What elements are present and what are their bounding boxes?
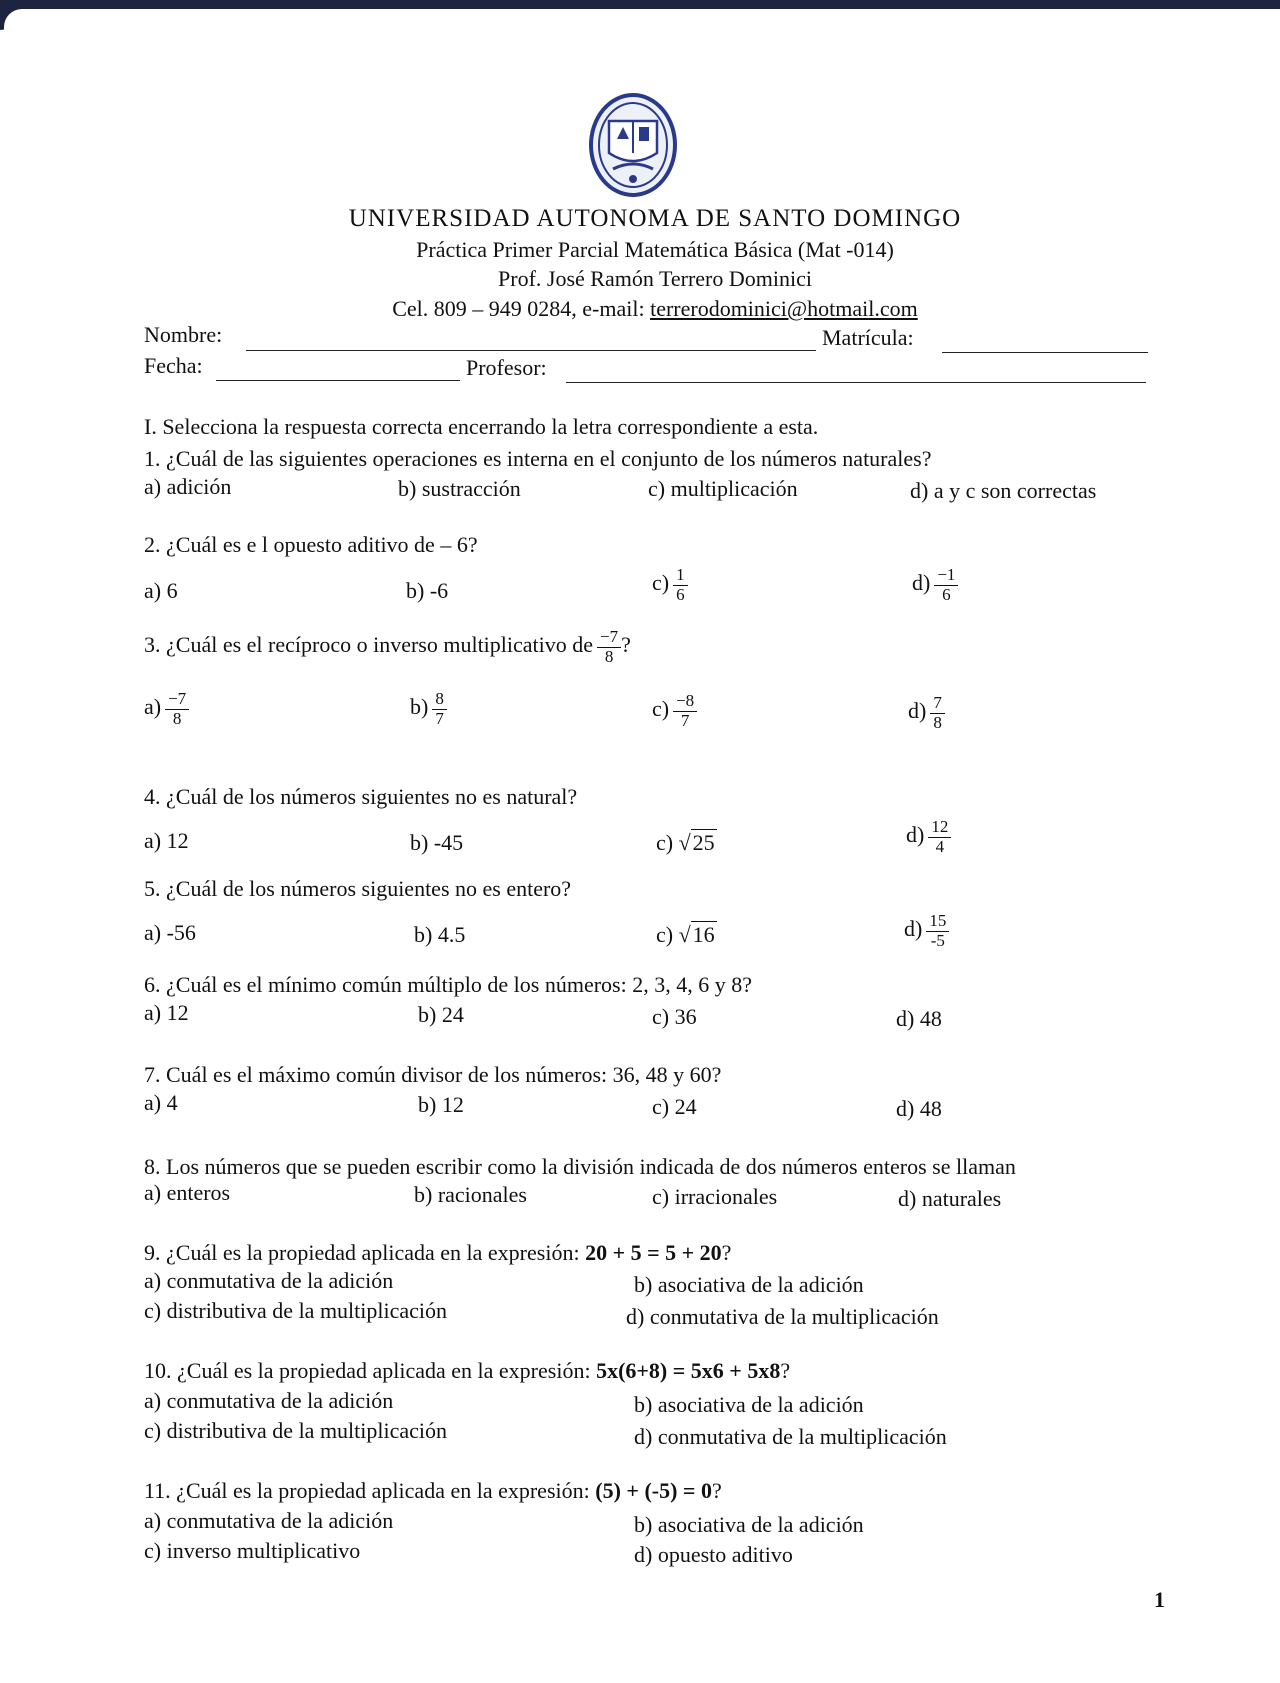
q11-option-c[interactable]: c) inverso multiplicativo bbox=[144, 1538, 361, 1563]
denominator: 4 bbox=[935, 836, 945, 856]
contact-email: terrerodominici@hotmail.com bbox=[650, 296, 918, 321]
profesor-label: Profesor: bbox=[466, 355, 547, 380]
q3-fraction bbox=[597, 628, 621, 666]
q4-d-fraction bbox=[928, 818, 951, 856]
denominator: 8 bbox=[172, 708, 182, 728]
fecha-field[interactable] bbox=[216, 380, 460, 381]
q2-option-b[interactable]: b) -6 bbox=[406, 578, 449, 603]
q6-text: 6. ¿Cuál es el mínimo común múltiplo de los números: 2, 3, 4, 6 y 8? bbox=[144, 972, 752, 997]
q3-option-c[interactable] bbox=[652, 692, 697, 730]
q5-d-fraction bbox=[926, 912, 949, 950]
q9-option-b[interactable]: b) asociativa de la adición bbox=[634, 1272, 864, 1297]
q9-expression: 20 + 5 = 5 + 20 bbox=[585, 1240, 722, 1265]
q3-option-b[interactable] bbox=[410, 690, 447, 728]
q3-c-label: c) bbox=[652, 696, 670, 722]
q10-option-b[interactable]: b) asociativa de la adición bbox=[634, 1392, 864, 1417]
matricula-field[interactable] bbox=[942, 352, 1148, 353]
q7-option-a[interactable]: a) 4 bbox=[144, 1090, 178, 1115]
q5-d-label: d) bbox=[904, 916, 923, 942]
q3-c-fraction bbox=[673, 692, 697, 730]
q4-option-a[interactable]: a) 12 bbox=[144, 828, 189, 853]
q9-option-a[interactable]: a) conmutativa de la adición bbox=[144, 1268, 394, 1293]
q4-text: 4. ¿Cuál de los números siguientes no es natural? bbox=[144, 784, 578, 809]
q11-question-mark: ? bbox=[711, 1478, 722, 1503]
contact-line bbox=[0, 296, 1280, 322]
q2-d-fraction bbox=[934, 566, 958, 604]
q1-option-a[interactable]: a) adición bbox=[144, 474, 232, 499]
q1-option-d[interactable]: d) a y c son correctas bbox=[910, 478, 1097, 503]
q10-option-c[interactable]: c) distributiva de la multiplicación bbox=[144, 1418, 448, 1443]
radicand: 16 bbox=[692, 922, 715, 947]
profesor-field[interactable] bbox=[566, 382, 1146, 383]
page-number: 1 bbox=[1154, 1587, 1165, 1612]
denominator: 7 bbox=[680, 710, 690, 730]
q11-option-a[interactable]: a) conmutativa de la adición bbox=[144, 1508, 394, 1533]
q8-option-a[interactable]: a) enteros bbox=[144, 1180, 231, 1205]
q4-c-sqrt: √25 bbox=[678, 830, 715, 855]
q3-question-mark: ? bbox=[621, 632, 631, 658]
q3-text bbox=[144, 628, 631, 666]
q9-text-body: 9. ¿Cuál es la propiedad aplicada en la expresión: bbox=[144, 1240, 586, 1265]
q1-option-b[interactable]: b) sustracción bbox=[398, 476, 521, 501]
q7-text: 7. Cuál es el máximo común divisor de los números: 36, 48 y 60? bbox=[144, 1062, 722, 1087]
q4-option-c[interactable] bbox=[656, 830, 717, 856]
q2-option-d[interactable] bbox=[912, 566, 958, 604]
denominator: 8 bbox=[604, 646, 614, 666]
numerator: 1 bbox=[673, 566, 688, 586]
q8-option-b[interactable]: b) racionales bbox=[414, 1182, 527, 1207]
q4-d-label: d) bbox=[906, 822, 925, 848]
q10-expression: 5x(6+8) = 5x6 + 5x8 bbox=[596, 1358, 781, 1383]
q9-text bbox=[144, 1240, 731, 1266]
numerator: −1 bbox=[934, 566, 958, 586]
q6-option-c[interactable]: c) 36 bbox=[652, 1004, 697, 1029]
q5-option-b[interactable]: b) 4.5 bbox=[414, 922, 466, 947]
instructions: I. Selecciona la respuesta correcta encerrando la letra correspondiente a esta. bbox=[144, 414, 819, 439]
q10-text-body: 10. ¿Cuál es la propiedad aplicada en la expresión: bbox=[144, 1358, 597, 1383]
q11-option-d[interactable]: d) opuesto aditivo bbox=[634, 1542, 793, 1567]
q4-c-label: c) bbox=[656, 830, 674, 855]
radicand: 25 bbox=[692, 830, 715, 855]
denominator: 6 bbox=[676, 584, 685, 604]
numerator: 15 bbox=[926, 912, 949, 932]
q1-option-c[interactable]: c) multiplicación bbox=[648, 476, 798, 501]
q2-d-label: d) bbox=[912, 570, 931, 596]
q9-question-mark: ? bbox=[721, 1240, 732, 1265]
numerator: −7 bbox=[165, 690, 189, 710]
q3-option-d[interactable] bbox=[908, 694, 945, 732]
denominator: -5 bbox=[930, 930, 945, 950]
numerator: 8 bbox=[432, 690, 447, 710]
q10-text bbox=[144, 1358, 790, 1384]
numerator: −7 bbox=[597, 628, 621, 648]
q2-text: 2. ¿Cuál es e l opuesto aditivo de – 6? bbox=[144, 532, 478, 557]
q3-b-fraction bbox=[432, 690, 447, 728]
university-seal-logo bbox=[587, 91, 679, 199]
q7-option-c[interactable]: c) 24 bbox=[652, 1094, 697, 1119]
course-title: Práctica Primer Parcial Matemática Básica (Mat -014) bbox=[416, 237, 894, 262]
q10-question-mark: ? bbox=[780, 1358, 791, 1383]
q3-d-fraction bbox=[930, 694, 945, 732]
denominator: 7 bbox=[435, 708, 444, 728]
q8-option-d[interactable]: d) naturales bbox=[898, 1186, 1002, 1211]
q11-expression: (5) + (-5) = 0 bbox=[595, 1478, 712, 1503]
q3-a-fraction bbox=[165, 690, 189, 728]
denominator: 6 bbox=[942, 584, 951, 604]
q6-option-d[interactable]: d) 48 bbox=[896, 1006, 942, 1031]
contact-phone: Cel. 809 – 949 0284, e-mail: bbox=[392, 296, 651, 321]
q1-text: 1. ¿Cuál de las siguientes operaciones es interna en el conjunto de los números naturales? bbox=[144, 446, 932, 471]
q3-option-a[interactable] bbox=[144, 690, 189, 728]
q7-option-b[interactable]: b) 12 bbox=[418, 1092, 464, 1117]
q3-b-label: b) bbox=[410, 694, 429, 720]
q8-option-c[interactable]: c) irracionales bbox=[652, 1184, 778, 1209]
q3-a-label: a) bbox=[144, 694, 162, 720]
denominator: 8 bbox=[933, 712, 942, 732]
q9-option-c[interactable]: c) distributiva de la multiplicación bbox=[144, 1298, 448, 1323]
q10-option-d[interactable]: d) conmutativa de la multiplicación bbox=[634, 1424, 947, 1449]
q5-c-sqrt: √16 bbox=[678, 922, 715, 947]
q11-option-b[interactable]: b) asociativa de la adición bbox=[634, 1512, 864, 1537]
professor-name: Prof. José Ramón Terrero Dominici bbox=[498, 266, 812, 291]
q10-option-a[interactable]: a) conmutativa de la adición bbox=[144, 1388, 394, 1413]
q8-text: 8. Los números que se pueden escribir como la división indicada de dos números enteros se llaman bbox=[144, 1154, 1016, 1179]
q2-option-c[interactable] bbox=[652, 566, 688, 604]
q6-option-a[interactable]: a) 12 bbox=[144, 1000, 189, 1025]
matricula-label: Matrícula: bbox=[822, 325, 914, 350]
q2-option-a[interactable]: a) 6 bbox=[144, 578, 178, 603]
q5-option-c[interactable] bbox=[656, 922, 717, 948]
q6-option-b[interactable]: b) 24 bbox=[418, 1002, 464, 1027]
university-title: UNIVERSIDAD AUTONOMA DE SANTO DOMINGO bbox=[348, 205, 962, 232]
q2-c-fraction bbox=[673, 566, 688, 604]
q4-option-b[interactable]: b) -45 bbox=[410, 830, 464, 855]
q4-option-d[interactable] bbox=[906, 818, 951, 856]
nombre-field[interactable] bbox=[246, 350, 816, 351]
q11-text bbox=[144, 1478, 722, 1504]
q2-c-label: c) bbox=[652, 570, 670, 596]
q5-option-d[interactable] bbox=[904, 912, 949, 950]
q11-text-body: 11. ¿Cuál es la propiedad aplicada en la expresión: bbox=[144, 1478, 596, 1503]
numerator: 12 bbox=[928, 818, 951, 838]
q7-option-d[interactable]: d) 48 bbox=[896, 1096, 942, 1121]
q9-option-d[interactable]: d) conmutativa de la multiplicación bbox=[626, 1304, 939, 1329]
q5-text: 5. ¿Cuál de los números siguientes no es entero? bbox=[144, 876, 572, 901]
numerator: −8 bbox=[673, 692, 697, 712]
q5-c-label: c) bbox=[656, 922, 674, 947]
q3-d-label: d) bbox=[908, 698, 927, 724]
q5-option-a[interactable]: a) -56 bbox=[144, 920, 196, 945]
q3-text-body: 3. ¿Cuál es el recíproco o inverso multiplicativo de bbox=[144, 632, 594, 658]
numerator: 7 bbox=[930, 694, 945, 714]
fecha-label: Fecha: bbox=[144, 353, 203, 378]
nombre-label: Nombre: bbox=[144, 322, 223, 347]
